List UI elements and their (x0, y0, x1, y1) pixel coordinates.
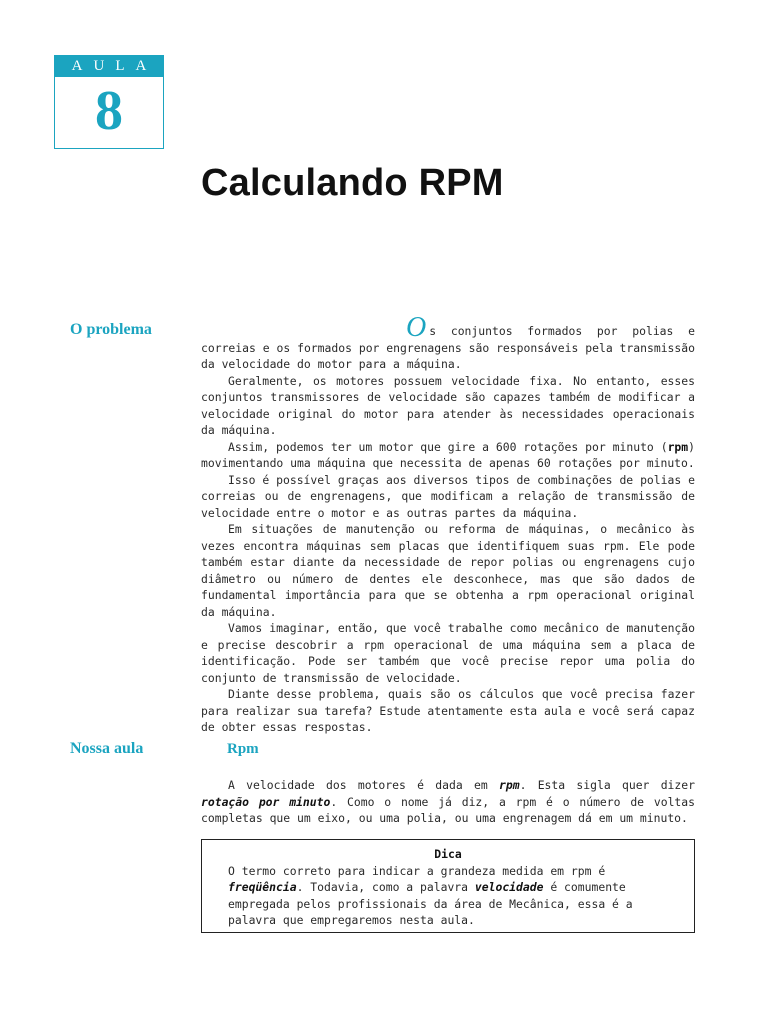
intro-text (201, 312, 695, 736)
tip-box (201, 839, 695, 933)
lesson-badge (54, 55, 164, 149)
text-run: é comumente empregada pelos profissionais da área de Mecânica, essa é a palavra que empregaremos nesta aula. (228, 880, 633, 927)
intro-paragraph: Isso é possível graças aos diversos tipos de combinações de polias e correias ou de engrenagens, que modificam a relação de transmissão de velocidade entre o motor e as outras partes da máquina. (201, 472, 695, 520)
lesson-number: 8 (95, 80, 123, 142)
drop-cap: O (406, 312, 427, 343)
intro-paragraph (201, 439, 695, 472)
text-run: Assim, podemos ter um motor que gire a 600 rotações por minuto ( (228, 439, 668, 454)
rpm-text (201, 777, 695, 827)
intro-paragraph: Diante desse problema, quais são os cálculos que você precisa fazer para realizar sua tarefa? Estude atentamente esta aula e você será capaz de obter essas respostas. (201, 687, 695, 734)
velocidade-term: velocidade (474, 880, 544, 894)
tip-title: Dica (434, 847, 462, 861)
section-heading-problema: O problema (70, 321, 152, 338)
text-run: O termo correto para indicar a grandeza medida em rpm é (228, 863, 606, 878)
intro-paragraph: Em situações de manutenção ou reforma de máquinas, o mecânico às vezes encontra máquinas sem placas que identifiquem suas rpm. Ele pode também estar diante da necessidade de repor polias ou engrenagens cujo diâmetro ou número de dentes ele desconhece, mas que são dados de fundamental importância para que se obtenha a rpm operacional original da máquina. (201, 522, 695, 619)
intro-paragraph-text: s conjuntos formados por polias e correias e os formados por engrenagens são responsáveis pela transmissão da velocidade do motor para a máquina. (201, 324, 695, 371)
rpm-term: rpm (667, 439, 689, 454)
page-title: Calculando RPM (201, 162, 504, 204)
text-run: . Esta sigla quer dizer (519, 778, 695, 792)
rpm-paragraph (201, 777, 695, 827)
rpm-term: rpm (498, 778, 520, 792)
subsection-heading-rpm: Rpm (227, 741, 259, 757)
tip-text (228, 863, 668, 929)
intro-paragraph: Geralmente, os motores possuem velocidade fixa. No entanto, esses conjuntos transmissores de velocidade são capazes também de modificar a velocidade original do motor para atender às necessidades operacionais da máquina. (201, 373, 695, 437)
frequencia-term: freqüência (228, 880, 297, 894)
text-run: . Como o nome já diz, a rpm é o número de voltas completas que um eixo, ou uma polia, ou uma engrenagem dá em um minuto. (201, 794, 695, 825)
text-run: A velocidade dos motores é dada em (228, 778, 499, 792)
text-run: ) movimentando uma máquina que necessita de apenas 60 rotações por minuto. (201, 439, 695, 470)
rotacao-term: rotação por minuto (201, 794, 331, 809)
intro-paragraph (201, 312, 695, 373)
lesson-label: AULA (55, 56, 163, 77)
intro-paragraph: Vamos imaginar, então, que você trabalhe como mecânico de manutenção e precise descobrir a rpm operacional de uma máquina sem a placa de identificação. Pode ser também que você precise repor uma polia do conjunto de transmissão de velocidade. (201, 621, 695, 685)
section-heading-nossa-aula: Nossa aula (70, 740, 144, 757)
text-run: . Todavia, como a palavra (296, 880, 475, 894)
